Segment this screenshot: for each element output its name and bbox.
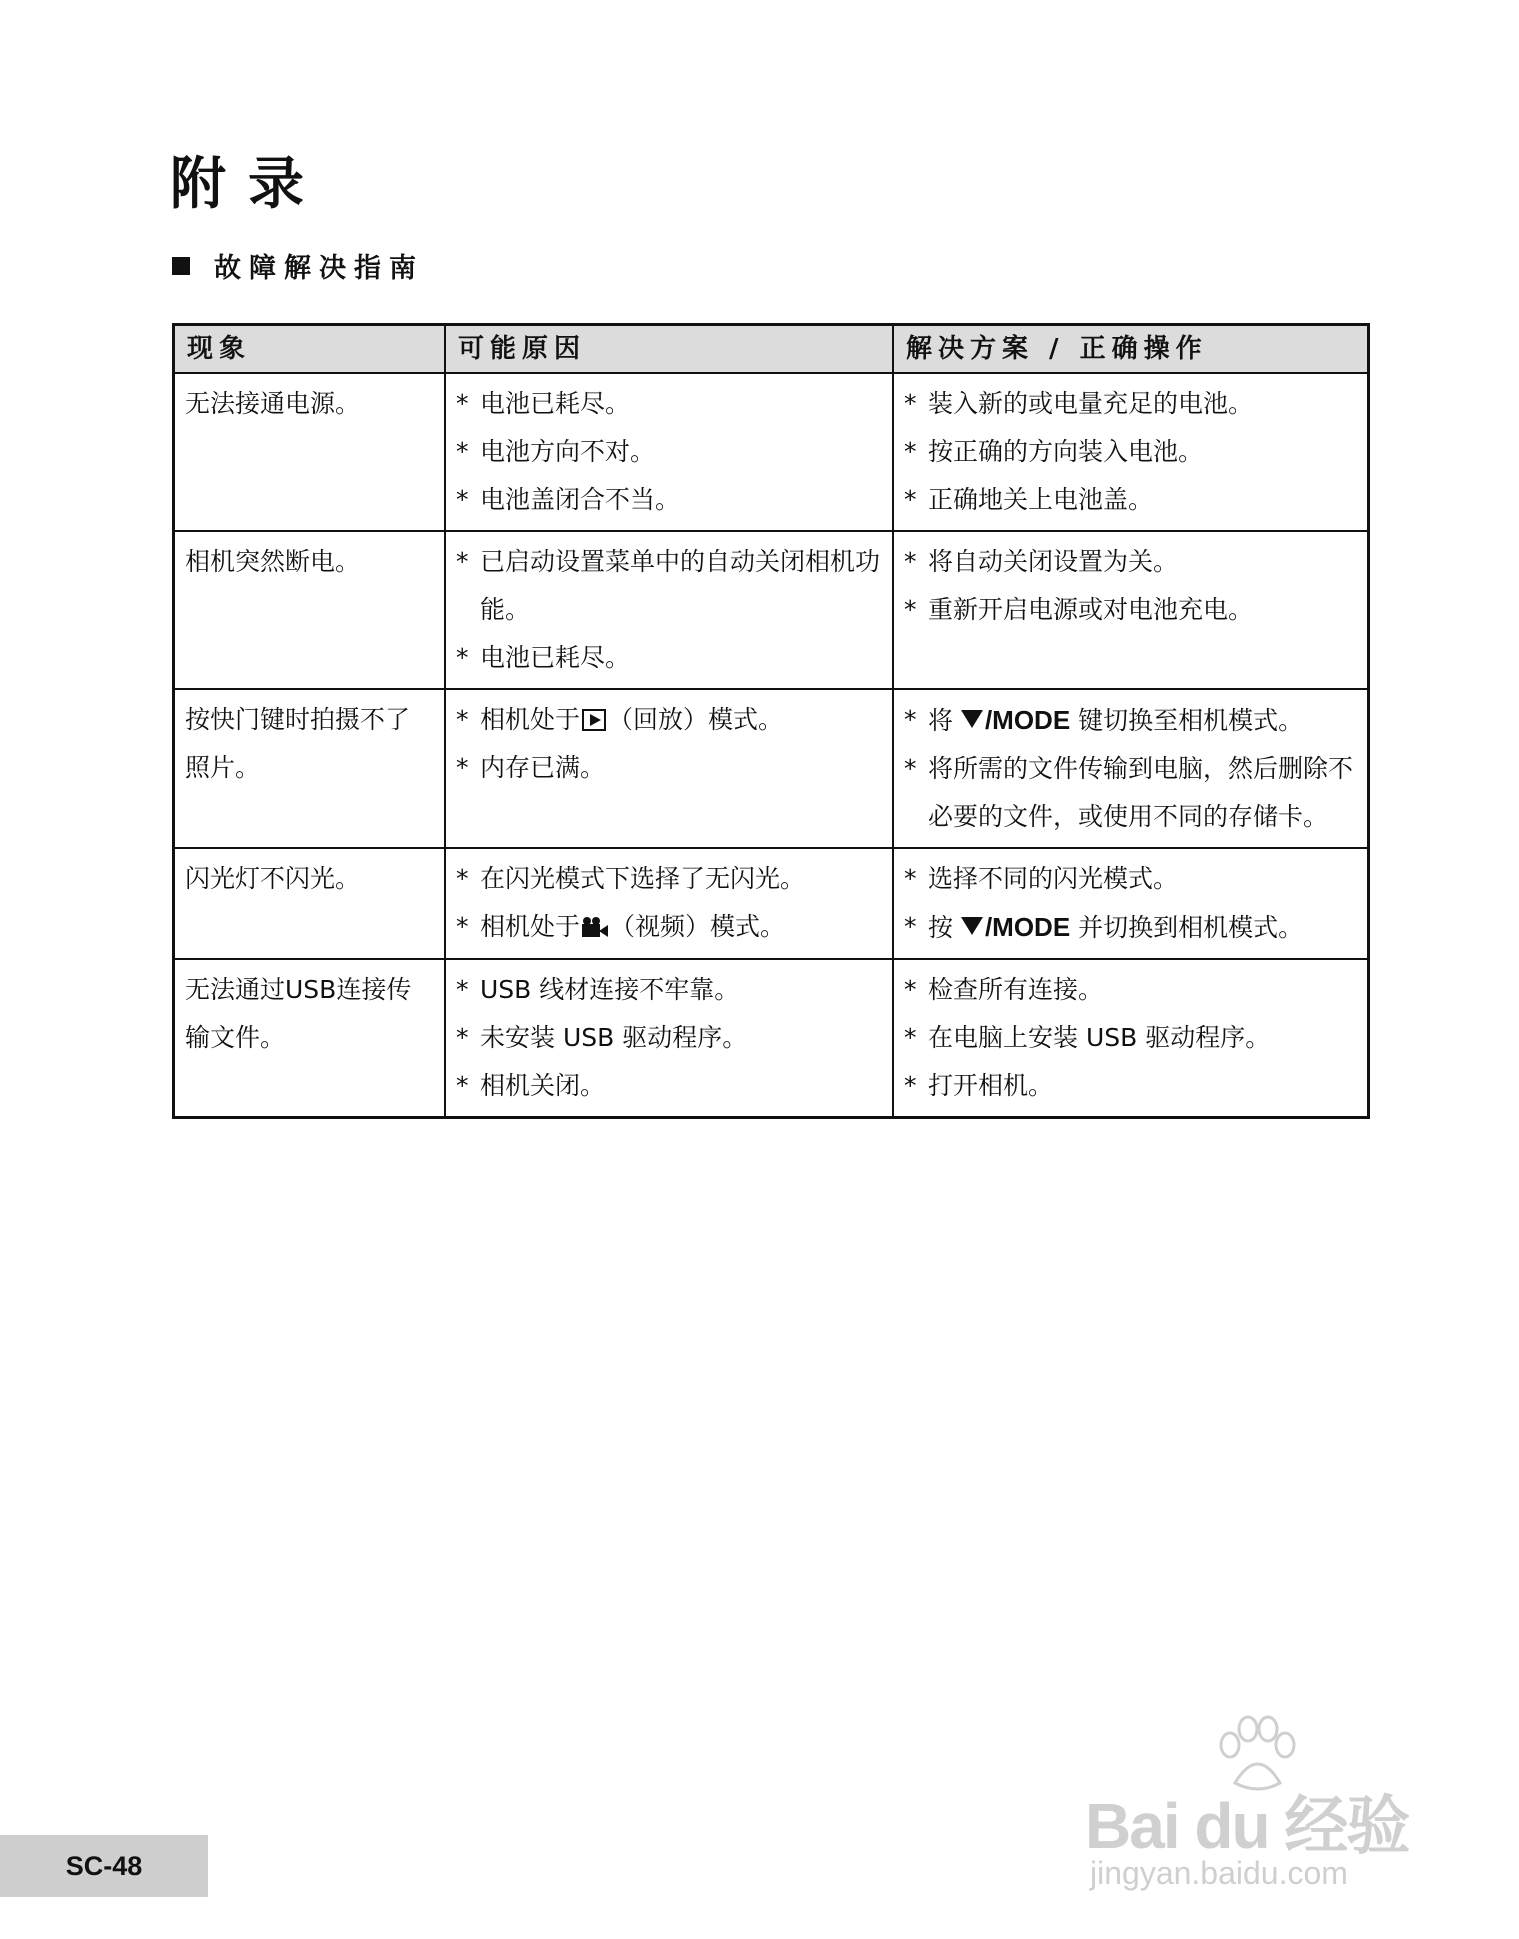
list-item	[456, 855, 882, 903]
list-item	[904, 745, 1357, 841]
bullet-star: *	[904, 705, 917, 734]
cause-text: 在闪光模式下选择了无闪光。	[480, 864, 806, 893]
mode-key-label: /MODE	[984, 705, 1071, 735]
header-cause: 可能原因	[445, 325, 893, 374]
bullet-star: *	[456, 643, 469, 672]
cause-cell	[445, 959, 893, 1118]
solution-text: 按	[928, 913, 961, 942]
solution-text: 并切换到相机模式。	[1070, 913, 1304, 942]
bullet-star: *	[904, 1023, 917, 1052]
list-item	[456, 1062, 882, 1110]
table-row	[174, 531, 1369, 689]
list-item	[456, 476, 882, 524]
header-symptom: 现象	[174, 325, 446, 374]
bullet-star: *	[904, 485, 917, 514]
cause-text: 电池盖闭合不当。	[480, 485, 681, 514]
solution-text: 键切换至相机模式。	[1070, 706, 1304, 735]
symptom-text: 闪光灯不闪光。	[185, 864, 361, 893]
cause-cell	[445, 848, 893, 959]
cause-text: USB 线材连接不牢靠。	[480, 975, 740, 1004]
play-icon	[582, 709, 606, 731]
solution-cell	[893, 959, 1369, 1118]
cause-cell	[445, 531, 893, 689]
cause-text: 相机处于	[480, 912, 581, 941]
section-heading	[172, 246, 424, 285]
watermark-logo-text: Bai du 经验	[1085, 1790, 1409, 1862]
list-item	[904, 696, 1357, 745]
cause-cell	[445, 689, 893, 848]
header-solution: 解决方案 / 正确操作	[893, 325, 1369, 374]
symptom-text: 无法接通电源。	[185, 389, 361, 418]
baidu-watermark	[1085, 1715, 1455, 1895]
bullet-star: *	[456, 912, 469, 941]
solution-text: 选择不同的闪光模式。	[928, 864, 1179, 893]
down-triangle-icon	[961, 917, 983, 935]
page-title: 附录	[170, 152, 326, 217]
symptom-cell	[174, 959, 446, 1118]
symptom-cell	[174, 848, 446, 959]
list-item	[904, 1062, 1357, 1110]
solution-cell	[893, 848, 1369, 959]
symptom-text: 无法通过USB连接传输文件。	[185, 975, 412, 1052]
list-item	[456, 634, 882, 682]
square-bullet-icon	[172, 257, 190, 275]
symptom-cell	[174, 373, 446, 531]
bullet-star: *	[456, 753, 469, 782]
solution-text: 将自动关闭设置为关。	[928, 547, 1179, 576]
solution-text: 重新开启电源或对电池充电。	[928, 595, 1254, 624]
table-header-row	[174, 325, 1369, 374]
list-item	[904, 428, 1357, 476]
cause-text: 电池已耗尽。	[480, 643, 631, 672]
bullet-star: *	[904, 595, 917, 624]
cause-text: 未安装 USB 驱动程序。	[480, 1023, 748, 1052]
list-item	[456, 903, 882, 951]
cause-cell	[445, 373, 893, 531]
list-item	[904, 855, 1357, 903]
bullet-star: *	[904, 864, 917, 893]
cause-text: 相机处于	[480, 705, 581, 734]
solution-text: 检查所有连接。	[928, 975, 1104, 1004]
list-item	[904, 966, 1357, 1014]
bullet-star: *	[456, 864, 469, 893]
bullet-star: *	[904, 437, 917, 466]
cause-text: 电池方向不对。	[480, 437, 656, 466]
symptom-cell	[174, 531, 446, 689]
cause-text: 内存已满。	[480, 753, 606, 782]
mode-key-label: /MODE	[984, 912, 1071, 942]
solution-text: 在电脑上安装 USB 驱动程序。	[928, 1023, 1271, 1052]
bullet-star: *	[456, 547, 469, 576]
list-item	[904, 1014, 1357, 1062]
cause-text: （回放）模式。	[608, 705, 784, 734]
table-row	[174, 959, 1369, 1118]
bullet-star: *	[456, 1023, 469, 1052]
solution-cell	[893, 689, 1369, 848]
list-item	[456, 380, 882, 428]
bullet-star: *	[904, 912, 917, 941]
solution-cell	[893, 373, 1369, 531]
solution-text: 将	[928, 706, 961, 735]
cause-text: （视频）模式。	[610, 912, 786, 941]
cause-text: 已启动设置菜单中的自动关闭相机功能。	[480, 547, 881, 624]
list-item	[904, 538, 1357, 586]
page-number-text: SC-48	[65, 1850, 143, 1881]
bullet-star: *	[456, 437, 469, 466]
list-item	[904, 586, 1357, 634]
list-item	[456, 428, 882, 476]
troubleshooting-table	[172, 323, 1370, 1119]
watermark-url: jingyan.baidu.com	[1090, 1855, 1348, 1891]
bullet-star: *	[904, 547, 917, 576]
bullet-star: *	[456, 975, 469, 1004]
bullet-star: *	[456, 1071, 469, 1100]
symptom-text: 按快门键时拍摄不了照片。	[185, 705, 411, 782]
solution-text: 正确地关上电池盖。	[928, 485, 1154, 514]
list-item	[904, 476, 1357, 524]
cause-text: 电池已耗尽。	[480, 389, 631, 418]
symptom-text: 相机突然断电。	[185, 547, 361, 576]
list-item	[904, 903, 1357, 952]
solution-text: 装入新的或电量充足的电池。	[928, 389, 1254, 418]
table-row	[174, 689, 1369, 848]
list-item	[456, 744, 882, 792]
bullet-star: *	[456, 705, 469, 734]
solution-cell	[893, 531, 1369, 689]
page-number	[0, 1835, 208, 1897]
bullet-star: *	[904, 975, 917, 1004]
list-item	[904, 380, 1357, 428]
section-heading-text: 故障解决指南	[214, 253, 424, 284]
list-item	[456, 696, 882, 744]
bullet-star: *	[904, 754, 917, 783]
video-camera-icon	[582, 917, 608, 937]
bullet-star: *	[456, 485, 469, 514]
solution-text: 打开相机。	[928, 1071, 1054, 1100]
solution-text: 将所需的文件传输到电脑，然后删除不必要的文件，或使用不同的存储卡。	[928, 754, 1354, 831]
down-triangle-icon	[961, 710, 983, 728]
list-item	[456, 538, 882, 634]
bullet-star: *	[904, 389, 917, 418]
list-item	[456, 1014, 882, 1062]
table-row	[174, 848, 1369, 959]
solution-text: 按正确的方向装入电池。	[928, 437, 1204, 466]
bullet-star: *	[456, 389, 469, 418]
cause-text: 相机关闭。	[480, 1071, 606, 1100]
bullet-star: *	[904, 1071, 917, 1100]
list-item	[456, 966, 882, 1014]
table-row	[174, 373, 1369, 531]
symptom-cell	[174, 689, 446, 848]
